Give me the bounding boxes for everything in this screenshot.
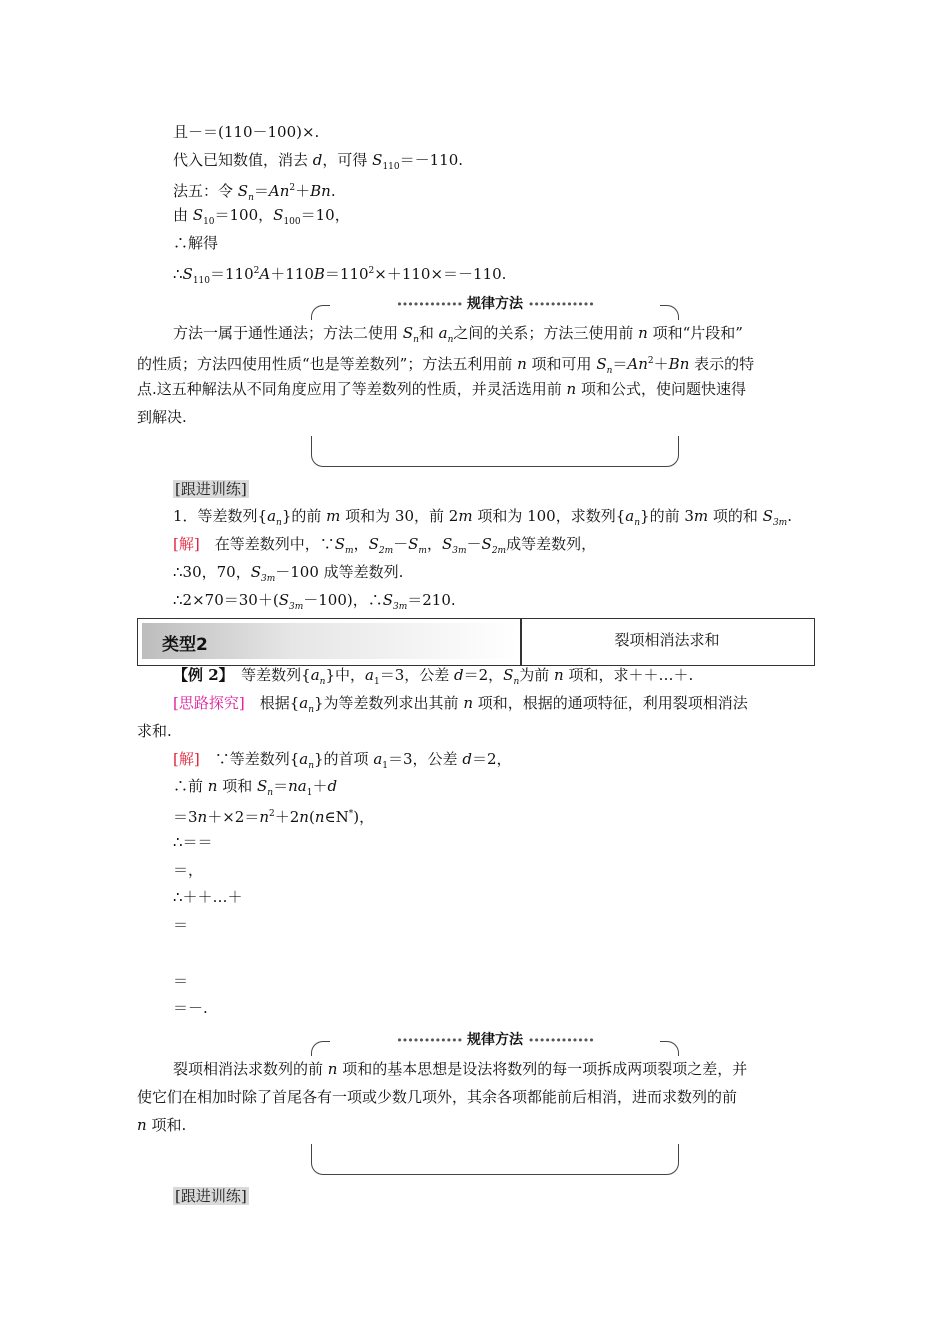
solution-line: [解] ∵等差数列$\{a_n\}$的首项 $a_1=3$，公差 d＝2， <box>173 750 512 771</box>
solution-line: $=3n+\times 2=n^2+2n(n\in N^*)$， <box>173 808 375 826</box>
type-label-bar <box>142 623 517 659</box>
solution-tag: [解] <box>173 750 200 768</box>
rule-text: 的性质；方法四使用性质“也是等差数列”；方法五利用前 n 项和可用 $S_n=An^2+Bn$ 表示的特 <box>137 355 755 376</box>
solution-tag: [解] <box>173 535 200 553</box>
type-label: 类型2 <box>162 635 208 655</box>
solution-line: ∴30，70，$S_{3m}-100$ 成等差数列. <box>173 563 404 584</box>
rule-title: •••••••••••• 规律方法 •••••••••••• <box>330 295 660 314</box>
example-question: 【例 2】 等差数列$\{a_n\}$中，$a_1=3$，公差 d＝2，$S_n$为前 n 项和，求＋＋…＋. <box>173 666 694 687</box>
solution-line: ＝ <box>173 972 189 990</box>
rule-text: 到解决. <box>137 408 187 426</box>
type-title: 裂项相消法求和 <box>614 631 720 649</box>
text-line: $\therefore S_{110}=110^2A+110B=110^2\times+110\times=-110$. <box>173 265 507 286</box>
rule-text: 方法一属于通性通法；方法二使用 $S_n$和 $a_n$之间的关系；方法三使用前 n 项和“片段和” <box>173 324 743 345</box>
training-tag: [跟进训练] <box>175 1187 247 1205</box>
rule-title: •••••••••••• 规律方法 •••••••••••• <box>330 1031 660 1050</box>
solution-line: ∴＝＝ <box>173 833 213 851</box>
training-tag: [跟进训练] <box>175 480 247 498</box>
think-line: [思路探究] 根据$\{a_n\}$为等差数列求出其前 n 项和，根据的通项特征，利用裂项相消法 <box>173 694 748 715</box>
think-line: 求和. <box>137 722 172 740</box>
solution-line: [解] 在等差数列中，$\because S_m$，$S_{2m}-S_m$，$S_{3m}-S_{2m}$成等差数列， <box>173 535 597 556</box>
text-line: 代入已知数值，消去 d，可得 $S_{110}=-110$. <box>173 151 464 172</box>
think-tag: [思路探究] <box>173 694 245 712</box>
question: 1．等差数列$\{a_n\}$的前 m 项和为 30，前 2m 项和为 100，求数列$\{a_n\}$的前 3m 项的和 $S_{3m}$. <box>173 507 792 528</box>
rule-box-bottom <box>311 436 679 467</box>
text-line: ∴解得 <box>173 234 219 252</box>
rule-box-bottom <box>311 1144 679 1175</box>
rule-text: 使它们在相加时除了首尾各有一项或少数几项外，其余各项都能前后相消，进而求数列的前 <box>137 1088 738 1106</box>
rule-text: 裂项相消法求数列的前 n 项和的基本思想是设法将数列的每一项拆成两项裂项之差，并 <box>173 1060 748 1078</box>
rule-text: n 项和. <box>137 1116 187 1134</box>
rule-text: 点.这五种解法从不同角度应用了等差数列的性质，并灵活选用前 n 项和公式，使问题快速得 <box>137 380 746 398</box>
solution-line: ＝ <box>173 916 189 934</box>
text-line: 法五：令 $S_n=An^2+Bn$. <box>173 182 336 203</box>
solution-line: ∴＋＋…＋ <box>173 888 243 906</box>
text-line: 且－＝(110－100)×. <box>173 123 320 141</box>
solution-line: ∴前 n 项和 $S_n=na_1+d$ <box>173 777 338 798</box>
solution-line: $\therefore 2\times 70=30+(S_{3m}-100)$，$\therefore S_{3m}=210$. <box>173 591 456 612</box>
solution-line: ＝， <box>173 861 204 879</box>
text-line: 由 $S_{10}=100$，$S_{100}=10$， <box>173 206 350 227</box>
type-header <box>137 618 815 666</box>
solution-line: ＝－. <box>173 999 208 1017</box>
